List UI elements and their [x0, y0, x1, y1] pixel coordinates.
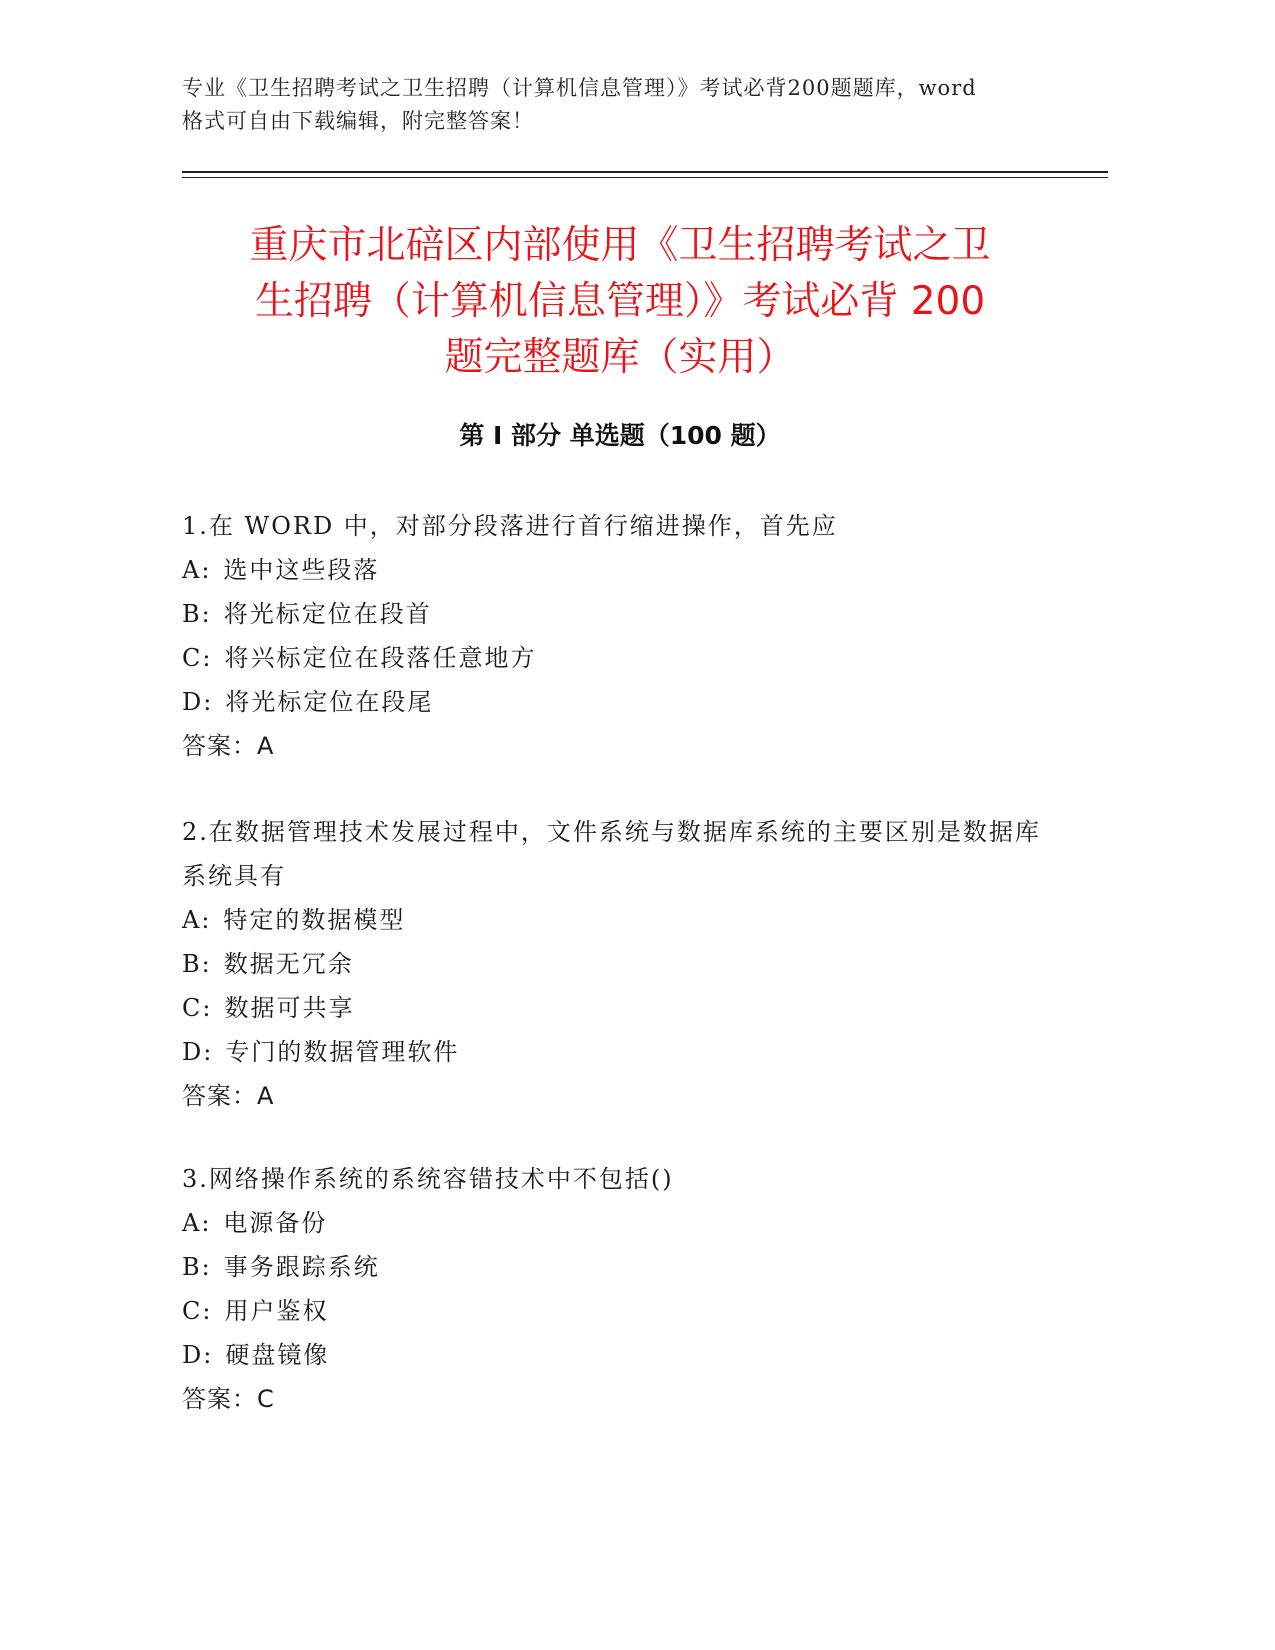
title-line-3: 题完整题库（实用）	[444, 335, 796, 380]
option-key: A:	[182, 1209, 212, 1237]
option-b	[182, 942, 1062, 986]
answer-line: 答案：C	[182, 1385, 275, 1413]
option-key: A:	[182, 556, 212, 584]
question-2	[182, 810, 1062, 1118]
option-key: C:	[182, 1297, 213, 1325]
question-3	[182, 1157, 1062, 1421]
option-text: 电源备份	[223, 1209, 328, 1237]
option-key: C:	[182, 994, 213, 1022]
header-rule-thin	[182, 177, 1108, 178]
header-line-1: 专业《卫生招聘考试之卫生招聘（计算机信息管理）》考试必背200题题库，word	[182, 76, 977, 100]
option-key: D:	[182, 1341, 214, 1369]
option-text: 选中这些段落	[223, 556, 380, 584]
option-text: 专门的数据管理软件	[225, 1038, 460, 1066]
option-text: 事务跟踪系统	[223, 1253, 380, 1281]
option-text: 数据无冗余	[223, 950, 354, 978]
option-text: 特定的数据模型	[223, 906, 406, 934]
option-key: A:	[182, 906, 212, 934]
page-header	[182, 72, 1062, 138]
option-a	[182, 898, 1062, 942]
option-key: B:	[182, 950, 212, 978]
option-d	[182, 1333, 1062, 1377]
option-text: 将光标定位在段首	[223, 600, 432, 628]
option-key: B:	[182, 1253, 212, 1281]
header-rule-thick	[182, 171, 1108, 173]
answer-line: 答案：A	[182, 1082, 275, 1110]
answer-line: 答案：A	[182, 732, 275, 760]
option-c	[182, 1289, 1062, 1333]
option-key: C:	[182, 644, 213, 672]
question-stem: 3.网络操作系统的系统容错技术中不包括()	[182, 1165, 674, 1193]
option-b	[182, 592, 1062, 636]
option-d	[182, 1030, 1062, 1074]
option-a	[182, 1201, 1062, 1245]
option-text: 用户鉴权	[224, 1297, 329, 1325]
option-c	[182, 636, 1062, 680]
option-c	[182, 986, 1062, 1030]
question-stem: 2.在数据管理技术发展过程中，文件系统与数据库系统的主要区别是数据库系统具有	[182, 818, 1041, 890]
document-title	[160, 218, 1080, 386]
option-text: 将光标定位在段尾	[225, 688, 434, 716]
option-b	[182, 1245, 1062, 1289]
option-text: 将兴标定位在段落任意地方	[224, 644, 537, 672]
option-text: 硬盘镜像	[225, 1341, 330, 1369]
option-key: B:	[182, 600, 212, 628]
title-line-2: 生招聘（计算机信息管理）》考试必背 200	[254, 279, 986, 324]
option-text: 数据可共享	[224, 994, 355, 1022]
title-line-1: 重庆市北碚区内部使用《卫生招聘考试之卫	[249, 223, 991, 268]
option-key: D:	[182, 688, 214, 716]
option-a	[182, 548, 1062, 592]
option-key: D:	[182, 1038, 214, 1066]
header-line-2: 格式可自由下载编辑，附完整答案！	[182, 109, 534, 133]
section-heading: 第 I 部分 单选题（100 题）	[459, 421, 781, 450]
question-1	[182, 504, 1062, 768]
option-d	[182, 680, 1062, 724]
question-stem: 1.在 WORD 中，对部分段落进行首行缩进操作，首先应	[182, 512, 838, 540]
